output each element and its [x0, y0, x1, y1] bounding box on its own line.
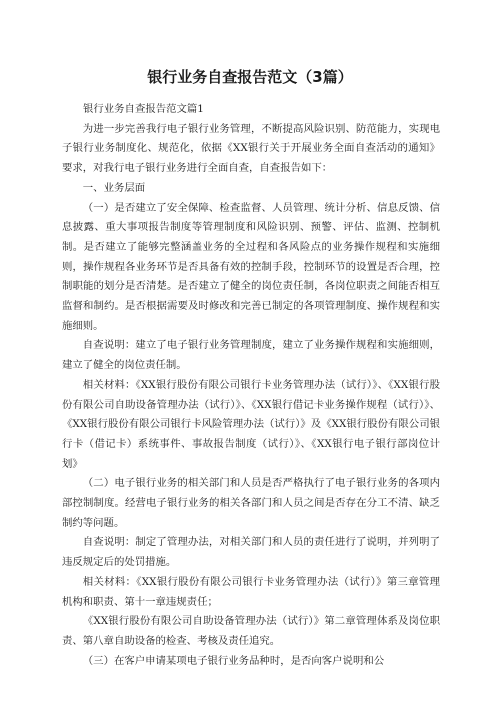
paragraph-self-check-2: 自查说明：制定了管理办法，对相关部门和人员的责任进行了说明，并列明了违反规定后的处罚措施。: [62, 536, 440, 569]
section-heading-business: 一、业务层面: [82, 181, 146, 194]
paragraph-self-check-1: 自查说明：建立了电子银行业务管理制度，建立了业务操作规程和实施细则，建立了健全的岗位责任制。: [62, 339, 440, 372]
paragraph-intro: 为进一步完善我行电子银行业务管理，不断提高风险识别、防范能力，实现电子银行业务制度化、规范化，依据《XX银行关于开展业务全面自查活动的通知》要求，对我行电子银行业务进行全面自查，自查报告如下：: [62, 122, 440, 175]
paragraph-materials-2b: 《XX银行股份有限公司自助设备管理办法（试行）》第二章管理体系及岗位职责、第八章自助设备的检查、考核及责任追究。: [62, 615, 440, 647]
paragraph-item-1: （一）是否建立了安全保障、检查监督、人员管理、统计分析、信息反馈、信息披露、重大事项报告制度等管理制度和风险识别、预警、评估、监测、控制机制。是否建立了能够完整涵盖业务的全过程和各风险点的业务操作规程和实施细则，操作规程各业务环节是否具备有效的控制手段，控制环节的设置是否合理，控制职能的划分是否清楚。是否建立了健全的岗位责任制，各岗位职责之间能否相互监督和制约。是否根据需要及时修改和完善已制定的各项管理制度、操作规程和实施细则。: [62, 201, 440, 332]
paragraph-materials-2: 相关材料：《XX银行股份有限公司银行卡业务管理办法（试行）》第三章管理机构和职责、第十一章违规责任；: [62, 575, 440, 608]
paragraph-materials-1: 相关材料：《XX银行股份有限公司银行卡业务管理办法（试行）》、《XX银行股份有限公司自助设备管理办法（试行）》、《XX银行借记卡业务操作规程（试行）》、《XX银行股份有限公司银行卡风险管理办法（试行）》及《XX银行股份有限公司银行卡（借记卡）系统事件、事故报告制度（试行）》、《XX银行电子银行部岗位计划》: [62, 378, 440, 470]
document-body: [62, 100, 440, 671]
paragraph-item-3: （三）在客户申请某项电子银行业务品种时，是否向客户说明和公: [82, 654, 385, 667]
paragraph-item-2: （二）电子银行业务的相关部门和人员是否严格执行了电子银行业务的各项内部控制制度。经营电子银行业务的相关各部门和人员之间是否存在分工不清、缺乏制约等问题。: [62, 477, 440, 529]
document-subtitle: 银行业务自查报告范文篇1: [83, 103, 204, 115]
document-title: 银行业务自查报告范文（3篇）: [147, 68, 353, 86]
